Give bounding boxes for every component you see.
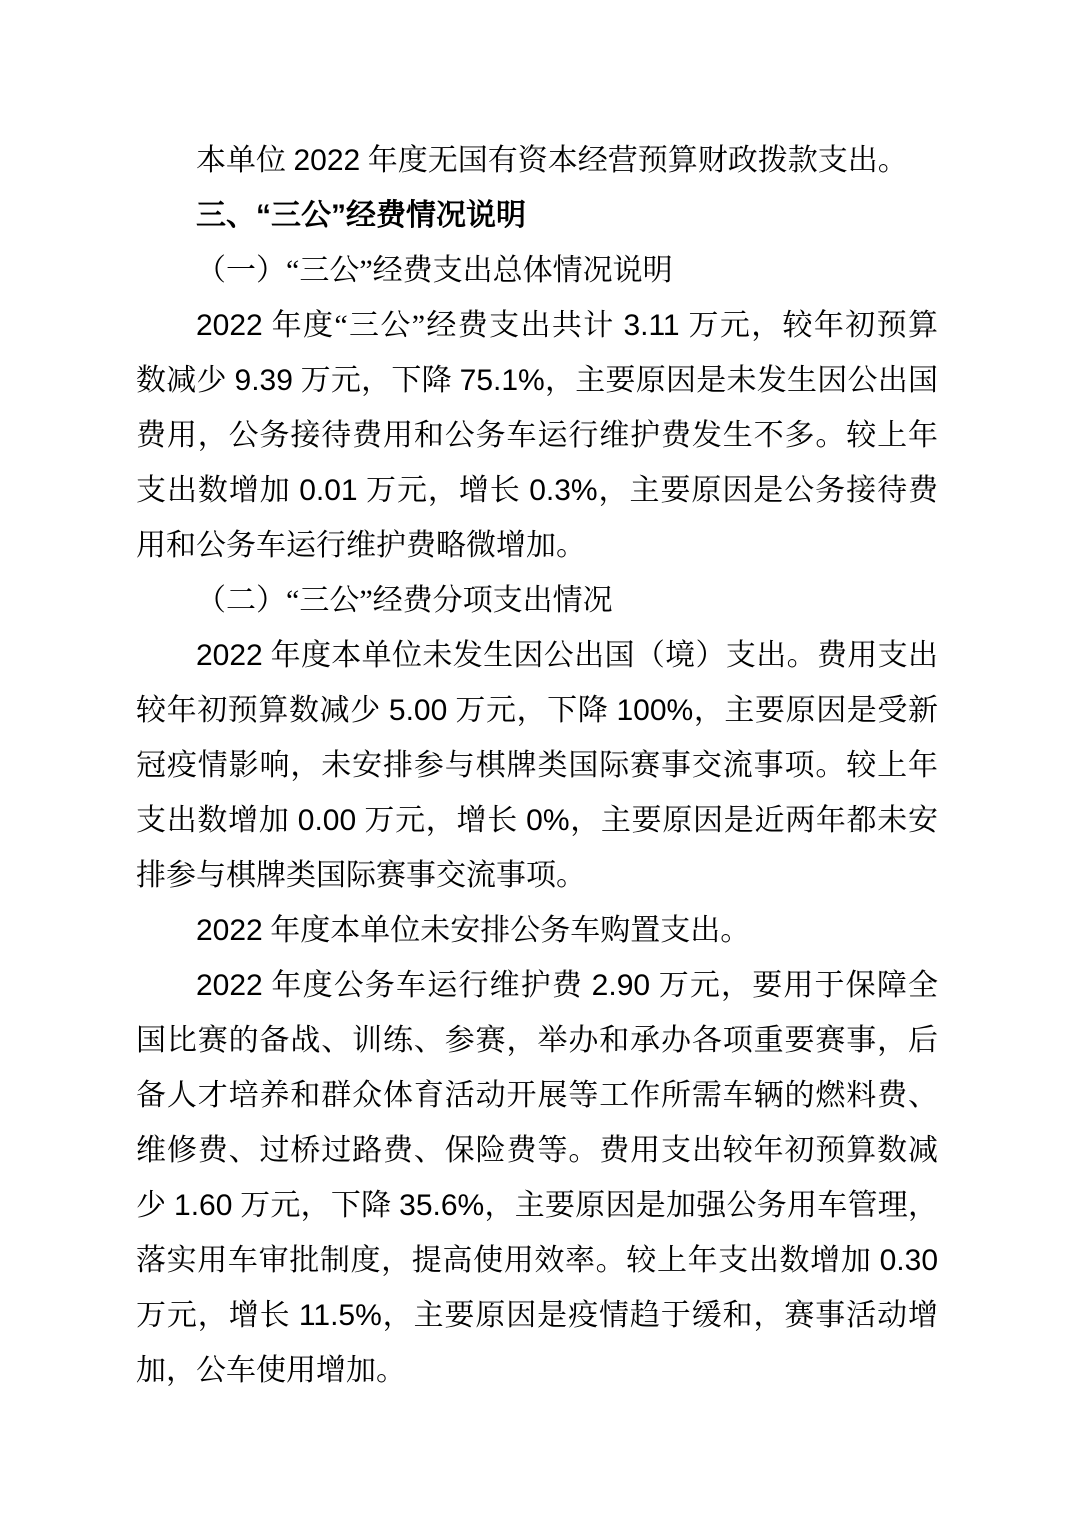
numeric-value: 5.00 (388, 694, 448, 727)
numeric-value: 2022 (196, 309, 263, 342)
para-overall-spending-detail: 2022 年度“三公”经费支出共计 3.11 万元，较年初预算数减少 9.39 万元，下降 75.1%，主要原因是未发生因公出国费用，公务接待费用和公务车运行维护费发生不多。较上年支出数增加 0.01 万元，增长 0.3%，主要原因是公务接待费用和公务车运行维护费略微增加。 (136, 309, 939, 562)
numeric-value: 0.30 (879, 1244, 938, 1277)
subheading-overall-spending: （一）“三公”经费支出总体情况说明 (196, 254, 673, 287)
document-body (136, 133, 938, 1398)
para-no-state-capital-expenditure: 本单位 2022 年度无国有资本经营预算财政拨款支出。 (196, 144, 908, 177)
numeric-value: 2022 (196, 969, 263, 1002)
subheading-itemized-spending: （二）“三公”经费分项支出情况 (196, 584, 613, 617)
numeric-value: 2022 (196, 639, 263, 672)
numeric-value: 35.6% (399, 1189, 485, 1222)
numeric-value: 11.5% (298, 1299, 382, 1332)
numeric-value: 75.1% (459, 364, 545, 397)
numeric-value: 0.01 (299, 474, 358, 507)
numeric-value: 2022 (196, 914, 263, 947)
numeric-value: 0.00 (297, 804, 357, 837)
numeric-value: 100% (616, 694, 694, 727)
numeric-value: 0.3% (529, 474, 598, 507)
para-vehicle-purchase: 2022 年度本单位未安排公务车购置支出。 (196, 914, 751, 947)
section-heading-sangong-expenses: 三、“三公”经费情况说明 (196, 199, 526, 232)
numeric-value: 0% (526, 804, 570, 837)
para-overseas-travel-spending: 2022 年度本单位未发生因公出国（境）支出。费用支出较年初预算数减少 5.00 万元，下降 100%，主要原因是受新冠疫情影响，未安排参与棋牌类国际赛事交流事项。较上年支出数增加 0.00 万元，增长 0%，主要原因是近两年都未安排参与棋牌类国际赛事交流事项。 (136, 639, 939, 892)
numeric-value: 2.90 (591, 969, 651, 1002)
numeric-value: 1.60 (174, 1189, 233, 1222)
numeric-value: 3.11 (623, 309, 680, 342)
para-vehicle-maintenance: 2022 年度公务车运行维护费 2.90 万元，要用于保障全国比赛的备战、训练、参赛，举办和承办各项重要赛事，后备人才培养和群众体育活动开展等工作所需车辆的燃料费、维修费、过桥过路费、保险费等。费用支出较年初预算数减少 1.60 万元，下降 35.6%，主要原因是加强公务用车管理，落实用车审批制度，提高使用效率。较上年支出数增加 0.30 万元，增长 11.5%，主要原因是疫情趋于缓和，赛事活动增加，公车使用增加。 (136, 969, 939, 1387)
numeric-value: 9.39 (234, 364, 293, 397)
numeric-value: 2022 (293, 144, 361, 177)
